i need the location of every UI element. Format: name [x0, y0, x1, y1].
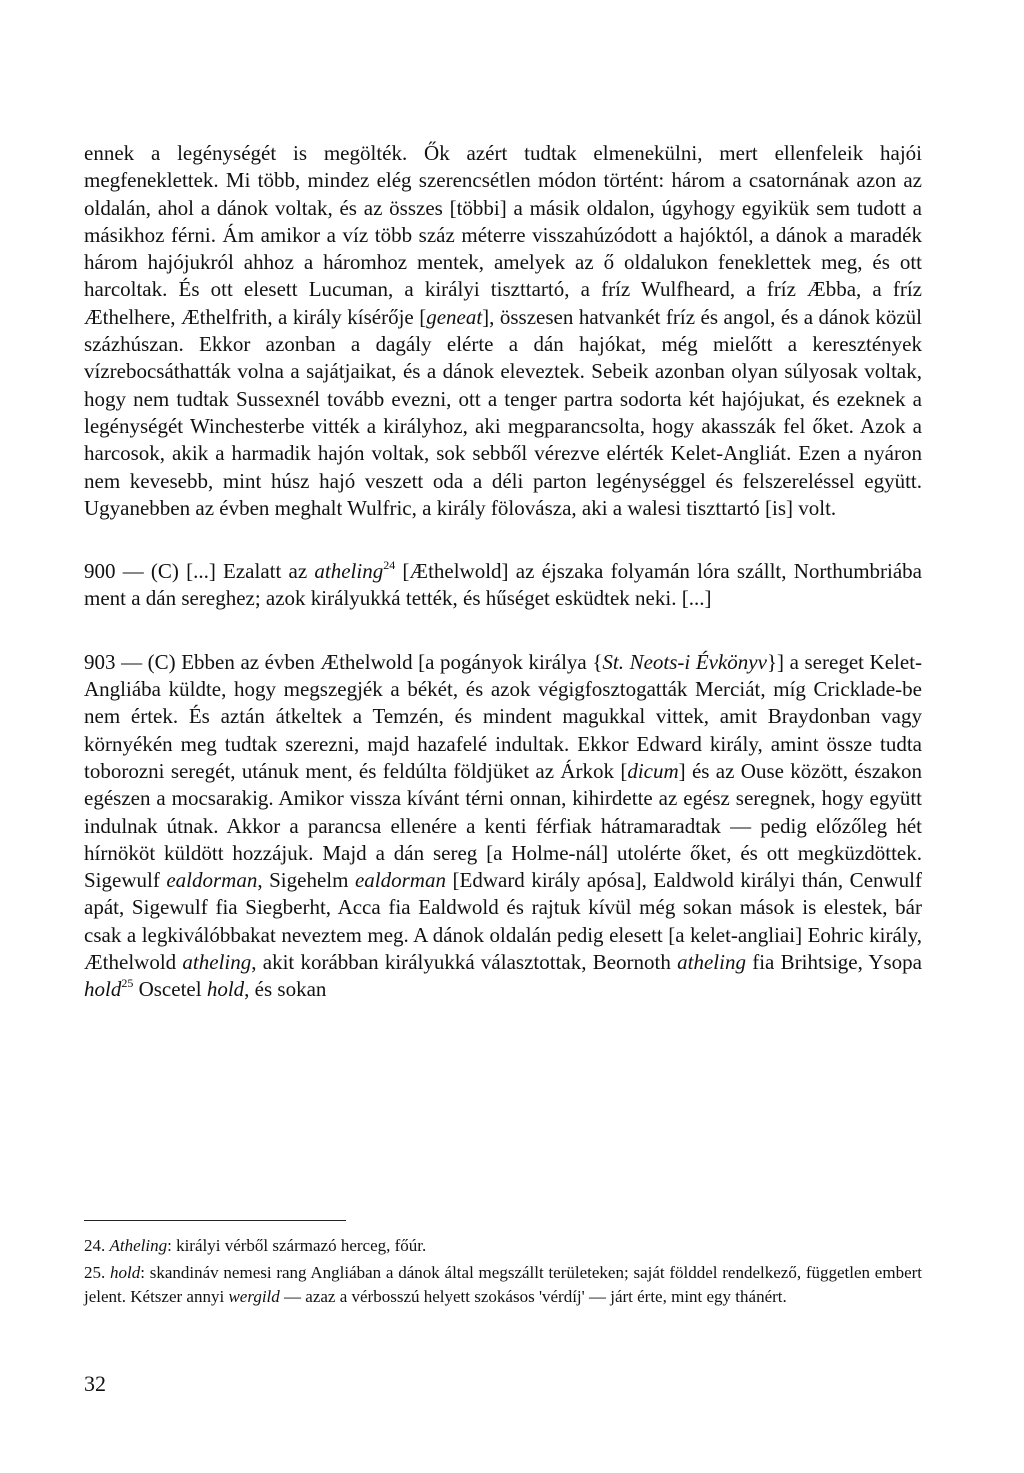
italic-term: ealdorman [166, 868, 258, 893]
footnote-number: 25. [84, 1263, 111, 1282]
footnote-ref: 25 [121, 976, 134, 991]
text-run: [Edward király apósa], Ealdwold királyi thán, Cenwulf apát, Sigewulf fia Siegberht, Acca fia Ealdwold és rajtuk kívül még sokan mások is elestek, bár csak a legkiválóbbakat neveztem meg. A dánok oldalán pedig elesett [a kelet-angliai] Eohric király, Æthelwold [84, 868, 923, 975]
footnote-term: hold [110, 1263, 141, 1282]
text-run: ] és az Ouse között, északon egészen a mocsarakig. Amikor vissza kívánt térni onnan, kihirdette az egész seregnek, hogy együtt indulnak útnak. Akkor a parancsa ellenére a kenti férfiak hátramaradtak — pedig előzőleg hét hírnököt küldött hozzájuk. Majd a dán sereg [a Holme-nál] utolérte őket, és ott megküzdöttek. Sigewulf [84, 758, 922, 893]
footnote-24 [84, 1234, 922, 1258]
text-run: fia Brihtsige, Ysopa [745, 950, 922, 975]
main-text [84, 140, 922, 1004]
italic-term: ealdorman [354, 868, 446, 893]
italic-term: hold [84, 977, 122, 1002]
paragraph-continuation [84, 140, 922, 522]
footnote-25 [84, 1261, 922, 1309]
italic-term: dicum [627, 758, 679, 783]
footnote-term: Atheling [109, 1236, 168, 1255]
paragraph-year-903 [84, 649, 922, 1004]
italic-term: geneat [426, 304, 483, 329]
footnote-text: : skandináv nemesi rang Angliában a dánok által megszállt területeken; saját földdel rendelkező, független embert jelent. Kétszer annyi [84, 1263, 923, 1306]
footnote-term: wergild [228, 1287, 280, 1306]
italic-term: atheling [677, 950, 746, 975]
text-run: [Æthelwold] az éjszaka folyamán lóra szállt, Northumbriába ment a dán sereghez; azok királyukká tették, és hűséget esküdtek neki. [...] [84, 559, 922, 611]
footnote-text: : királyi vérből származó herceg, főúr. [167, 1236, 427, 1255]
text-run: , akit korábban királyukká választottak, Beornoth [251, 950, 678, 975]
italic-term: St. Neots-i Évkönyv [602, 649, 767, 674]
text-run: ennek a legénységét is megölték. Ők azért tudtak elmenekülni, mert ellenfeleik hajói megfeneklettek. Mi több, mindez elég szerencsétlen módon történt: három a csatornának azon az oldalán, ahol a dánok voltak, és az összes [többi] a másik oldalon, úgyhogy egyikük sem tudott a másikhoz férni. Ám amikor a víz több száz méterre visszahúzódott a hajóktól, a dánok a maradék három hajójukról ahhoz a háromhoz mentek, amelyek az ő oldalukon feneklettek meg, és ott harcoltak. És ott elesett Lucuman, a királyi tiszttartó, a fríz Wulfheard, a fríz Æbba, a fríz Æthelhere, Æthelfrith, a király kísérője [ [84, 141, 922, 329]
text-run: 903 — (C) Ebben az évben Æthelwold [a pogányok királya { [84, 649, 603, 674]
footnote-number: 24. [84, 1236, 110, 1255]
footnote-divider [84, 1220, 346, 1221]
italic-term: atheling [182, 950, 252, 975]
text-run: , és sokan [244, 977, 327, 1002]
text-run: Oscetel [133, 977, 207, 1002]
footnote-ref: 24 [383, 558, 396, 573]
text-run: }] a sereget Kelet-Angliába küldte, hogy megszegjék a békét, és azok végigfosztogatták Merciát, míg Cricklade-be nem értek. És aztán átkeltek a Temzén, és mindent magukkal vittek, amit Braydonban vagy környékén meg tudtak szerezni, majd hazafelé indultak. Ekkor Edward király, amint össze tudta toborozni seregét, utánuk ment, és feldúlta földjüket az Árkok [ [84, 649, 923, 783]
text-run: ], összesen hatvankét fríz és angol, és a dánok közül százhúszan. Ekkor azonban a dagály elérte a dán hajókat, még mielőtt a keresztények vízrebocsáthatták volna a sajátjaikat, és a dánok eleveztek. Sebeik azonban olyan súlyosak voltak, hogy nem tudtak Sussexnél tovább evezni, ott a tenger partra sodorta két hajójukat, és ezeknek a legénységét Winchesterbe vitték a királyhoz, aki megparancsolta, hogy akasszák fel őket. Azok a harcosok, akik a harmadik hajón voltak, sok sebből vérezve elérték Kelet-Angliát. Ezen a nyáron nem kevesebb, mint húsz hajó veszett oda a déli parton legénységgel és felszereléssel együtt. Ugyanebben az évben meghalt Wulfric, a király fölovásza, aki a walesi tiszttartó [is] volt. [84, 304, 922, 520]
paragraph-year-900 [84, 558, 922, 613]
footnotes [84, 1234, 922, 1312]
text-run: , Sigehelm [257, 868, 355, 893]
italic-term: atheling [314, 559, 384, 584]
italic-term: hold [206, 977, 245, 1002]
footnote-text: — azaz a vérbosszú helyett szokásos 'vérdíj' — járt érte, mint egy thánért. [279, 1287, 787, 1306]
text-run: 900 — (C) [...] Ezalatt az [84, 559, 315, 584]
page-number: 32 [84, 1371, 106, 1396]
